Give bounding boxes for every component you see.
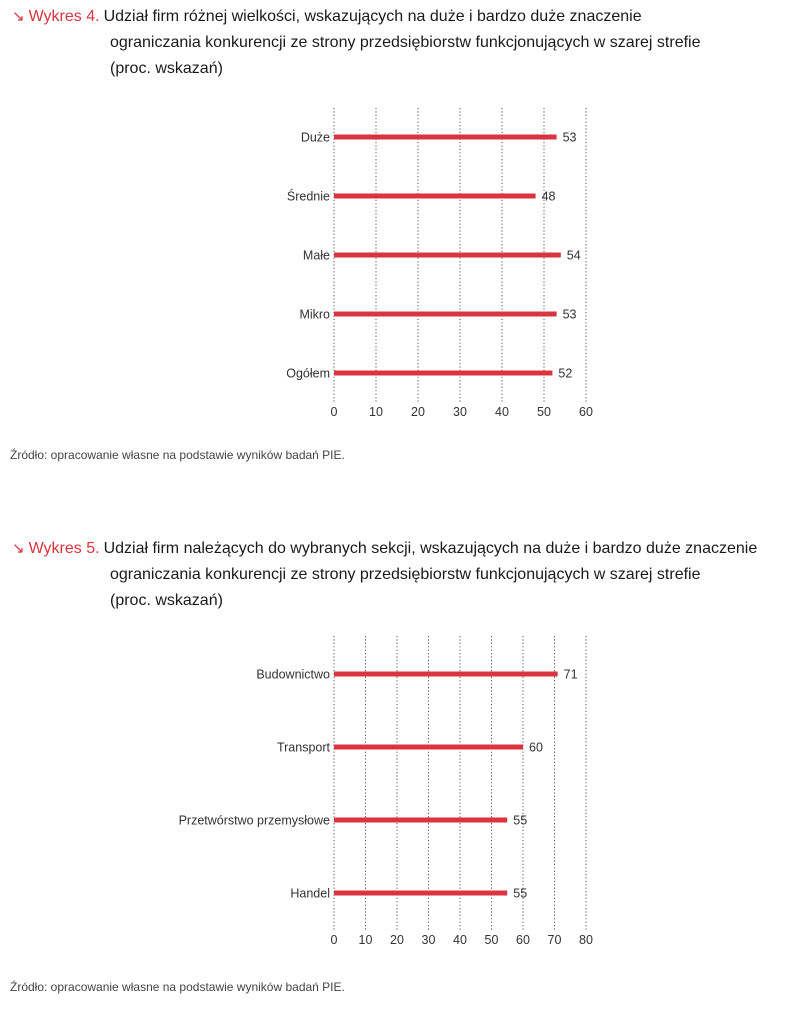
figure-label: Wykres 5. [28, 540, 100, 557]
x-tick-label: 30 [421, 933, 436, 947]
bar [334, 672, 558, 677]
x-tick-label: 0 [330, 933, 338, 947]
bar [334, 745, 523, 750]
bar [334, 253, 561, 258]
x-tick-label: 10 [358, 933, 373, 947]
x-tick-label: 60 [516, 933, 530, 947]
x-tick-label: 10 [369, 405, 383, 419]
category-label: Małe [302, 248, 330, 263]
x-tick-label: 50 [484, 933, 499, 947]
category-label: Ogółem [286, 366, 330, 381]
category-label: Mikro [299, 307, 330, 322]
figure-title [12, 536, 802, 614]
value-label: 53 [562, 130, 577, 145]
bar [334, 371, 552, 376]
value-label: 55 [513, 886, 528, 901]
x-tick-label: 50 [537, 405, 551, 419]
x-tick-label: 40 [495, 405, 509, 419]
title-line-2: ograniczania konkurencji ze strony przedsiębiorstw funkcjonujących w szarej strefie [110, 34, 701, 51]
title-line-2: ograniczania konkurencji ze strony przedsiębiorstw funkcjonujących w szarej strefie [110, 566, 701, 583]
x-tick-label: 30 [453, 405, 467, 419]
value-label: 48 [541, 189, 556, 204]
title-line-1: Udział firm należących do wybranych sekcji, wskazujących na duże i bardzo duże znaczenie [103, 540, 758, 557]
figure-4 [0, 4, 806, 474]
category-label: Duże [300, 130, 330, 145]
category-label: Średnie [286, 189, 330, 204]
x-tick-label: 20 [411, 405, 425, 419]
bar-chart-sectors [0, 630, 806, 950]
title-line-1: Udział firm różnej wielkości, wskazujących na duże i bardzo duże znaczenie [103, 8, 642, 25]
x-tick-label: 80 [579, 933, 593, 947]
bar [334, 194, 536, 199]
value-label: 55 [513, 813, 528, 828]
source-note: Źródło: opracowanie własne na podstawie wyników badań PIE. [10, 980, 345, 994]
category-label: Transport [276, 740, 330, 755]
bar [334, 135, 557, 140]
value-label: 60 [529, 740, 543, 755]
arrow-down-right-icon: ↘ [12, 540, 25, 557]
x-tick-label: 60 [579, 405, 593, 419]
category-label: Handel [290, 886, 330, 901]
bar [334, 818, 507, 823]
arrow-down-right-icon: ↘ [12, 8, 25, 25]
bar [334, 891, 507, 896]
bar [334, 312, 557, 317]
title-line-3: (proc. wskazań) [110, 60, 223, 77]
value-label: 52 [558, 366, 573, 381]
value-label: 54 [566, 248, 581, 263]
x-tick-label: 40 [453, 933, 467, 947]
figure-title [12, 4, 802, 82]
value-label: 71 [563, 667, 578, 682]
x-tick-label: 0 [330, 405, 338, 419]
value-label: 53 [562, 307, 577, 322]
category-label: Przetwórstwo przemysłowe [178, 813, 330, 828]
x-tick-label: 70 [547, 933, 562, 947]
source-note: Źródło: opracowanie własne na podstawie wyników badań PIE. [10, 448, 345, 462]
x-tick-label: 20 [390, 933, 404, 947]
category-label: Budownictwo [256, 667, 330, 682]
figure-5 [0, 536, 806, 1006]
bar-chart-firm-size [0, 100, 806, 430]
figure-label: Wykres 4. [28, 8, 100, 25]
title-line-3: (proc. wskazań) [110, 592, 223, 609]
